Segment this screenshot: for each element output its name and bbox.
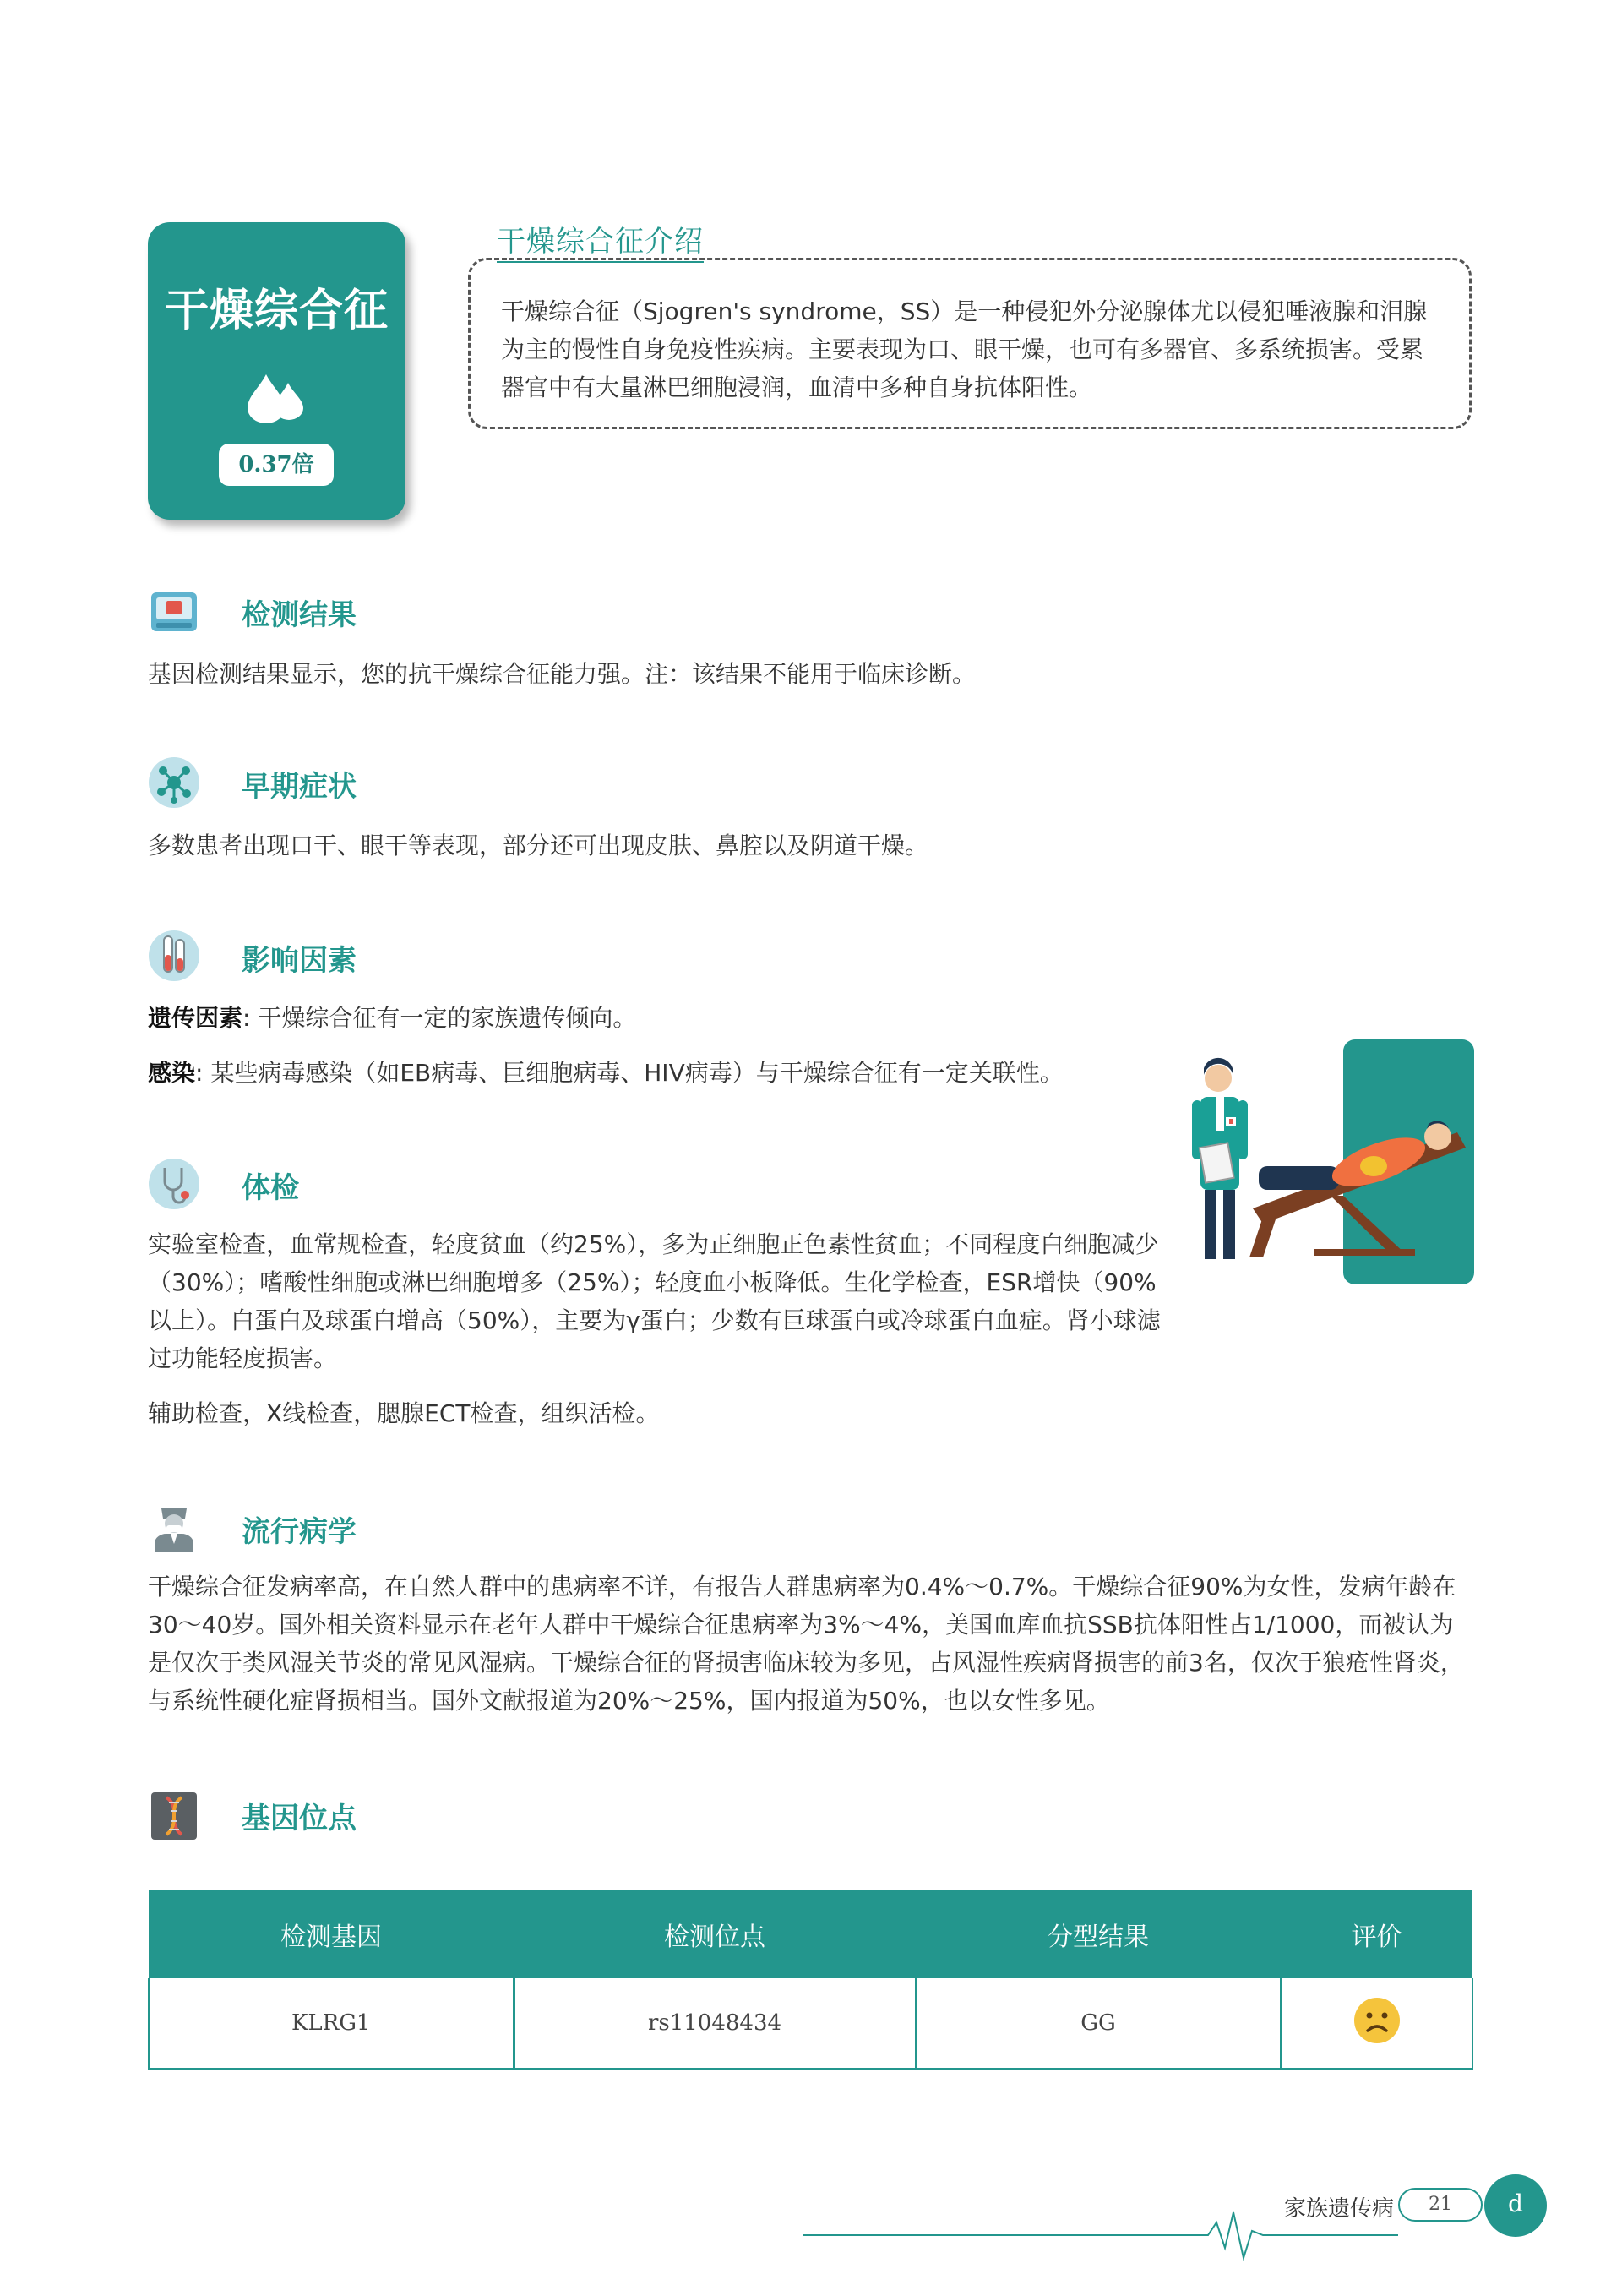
cell-rating [1281, 1978, 1472, 2069]
section-title-factors: 影响因素 [242, 944, 357, 978]
sad-face-icon [1353, 1996, 1402, 2045]
result-text: 基因检测结果显示，您的抗干燥综合征能力强。注：该结果不能用于临床诊断。 [148, 660, 977, 688]
exam-text: 实验室检查，血常规检查，轻度贫血（约25%），多为正细胞正色素性贫血；不同程度白细胞减少（30%）；嗜酸性细胞或淋巴细胞增多（25%）；轻度血小板降低。生化学检查，ESR增快（90%以上）。白蛋白及球蛋白增高（50%），主要为γ蛋白；少数有巨球蛋白或冷球蛋白血症。肾小球滤过功能轻度损害。 [148, 1230, 1161, 1372]
table-header-row [149, 1890, 1472, 1978]
section-title-exam: 体检 [242, 1171, 299, 1205]
infection-factor-label: 感染 [148, 1059, 196, 1087]
page-number: 21 [1398, 2188, 1483, 2222]
intro-text: 干燥综合征（Sjogren's syndrome，SS）是一种侵犯外分泌腺体尤以侵犯唾液腺和泪腺为主的慢性自身免疫性疾病。主要表现为口、眼干燥，也可有多器官、多系统损害。受累器官中有大量淋巴细胞浸润，血清中多种自身抗体阳性。 [501, 297, 1428, 401]
doctor-patient-illustration [1178, 1039, 1483, 1293]
section-title-result: 检测结果 [242, 598, 357, 632]
intro-heading: 干燥综合征介绍 [497, 218, 704, 263]
genetic-factor-label: 遗传因素 [148, 1004, 243, 1032]
infection-factor-text: : 某些病毒感染（如EB病毒、巨细胞病毒、HIV病毒）与干燥综合征有一定关联性。 [195, 1059, 1064, 1087]
cell-gene: KLRG1 [149, 1978, 514, 2069]
section-title-symptoms: 早期症状 [242, 770, 357, 804]
header-rating: 评价 [1281, 1890, 1472, 1978]
section-title-epidemiology: 流行病学 [242, 1515, 357, 1549]
exam-aux-text: 辅助检查，X线检查，腮腺ECT检查，组织活检。 [148, 1399, 660, 1427]
doctor-icon [148, 1502, 200, 1554]
dna-icon [148, 1789, 200, 1841]
epidemiology-text: 干燥综合征发病率高，在自然人群中的患病率不详，有报告人群患病率为0.4%～0.7%。干燥综合征90%为女性，发病年龄在30～40岁。国外相关资料显示在老年人群中干燥综合征患病率为3%～4%，美国血库血抗SSB抗体阳性占1/1000，而被认为是仅次于类风湿关节炎的常见风湿病。干燥综合征的肾损害临床较为多见，占风湿性疾病肾损害的前3名，仅次于狼疮性肾炎，与系统性硬化症肾损相当。国外文献报道为20%～25%，国内报道为50%，也以女性多见。 [148, 1573, 1464, 1715]
infection-factor-line [148, 1054, 1064, 1092]
test-tube-icon [148, 930, 200, 982]
molecule-icon [148, 756, 200, 809]
disease-title: 干燥综合征 [164, 286, 389, 336]
header-gene: 检测基因 [149, 1890, 514, 1978]
header-locus: 检测位点 [514, 1890, 916, 1978]
table-row [149, 1978, 1472, 2069]
symptoms-text: 多数患者出现口干、眼干等表现，部分还可出现皮肤、鼻腔以及阴道干燥。 [148, 832, 929, 859]
chapter-letter-badge: d [1484, 2174, 1547, 2237]
intro-box [468, 258, 1472, 429]
section-title-loci: 基因位点 [242, 1802, 357, 1835]
test-result-icon [148, 586, 200, 638]
cell-locus: rs11048434 [514, 1978, 916, 2069]
water-drops-icon [242, 371, 310, 423]
genetic-factor-text: : 干燥综合征有一定的家族遗传倾向。 [242, 1004, 637, 1032]
cell-genotype: GG [916, 1978, 1281, 2069]
genetic-factor-line [148, 999, 636, 1037]
gene-locus-table [148, 1890, 1473, 2070]
footer-category: 家族遗传病 [1284, 2196, 1395, 2222]
disease-card [148, 222, 406, 520]
header-genotype: 分型结果 [916, 1890, 1281, 1978]
stethoscope-icon [148, 1158, 200, 1210]
risk-ratio-badge: 0.37倍 [219, 444, 334, 486]
